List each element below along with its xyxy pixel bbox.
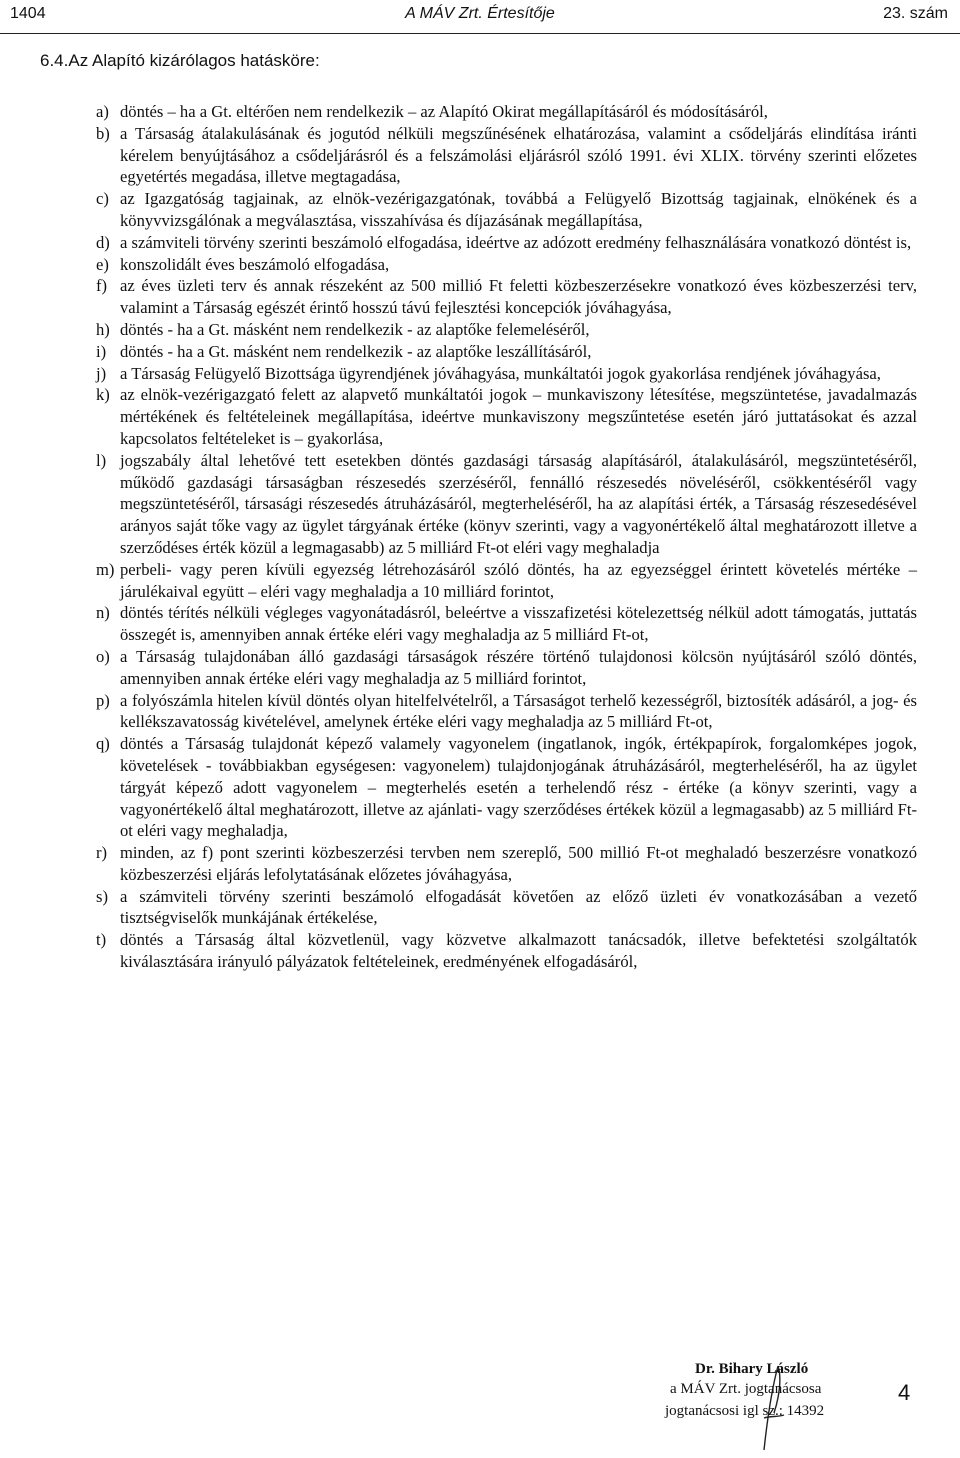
list-item-label: b): [96, 123, 110, 143]
list-item-label: l): [96, 450, 107, 470]
list-item-label: a): [96, 102, 109, 121]
list-item-label: j): [96, 363, 107, 383]
list-item-text: döntés a Társaság által közvetlenül, vagy közvetve alkalmazott tanácsadók, illetve befektetési szolgáltatók kiválasztására irányuló pályázatok feltételeinek, eredményének elfogadásáról,: [120, 930, 917, 972]
list-item-label: i): [96, 341, 107, 361]
list-item-label: k): [96, 385, 110, 405]
list-item: [96, 341, 917, 363]
list-item: [96, 886, 917, 930]
list-item-label: n): [96, 603, 110, 623]
list-item: [96, 188, 917, 232]
list-item: [96, 232, 917, 254]
list-item-text: jogszabály által lehetővé tett esetekben döntés gazdasági társaság alapításáról, átalakulásáról, megszüntetéséről, működő gazdasági társaságban részesedés szerzéséről, fennálló részesedés növeléséről, csökkentéséről vagy megszüntetéséről, társasági részesedés átruházásáról, megterheléséről, ha az alapítási érték, a Társaság részesedésével arányos saját tőke vagy az ügylet tárgyának értéke (könyv szerinti, vagy a vagyonértékelő által meghatározott illetve a szerződéses érték közül a legmagasabb) az 5 milliárd Ft-ot eléri vagy meghaladja: [120, 450, 917, 557]
item-list: [96, 101, 917, 973]
list-item-text: döntés - ha a Gt. másként nem rendelkezik - az alaptőke leszállításáról,: [120, 341, 592, 361]
list-item-text: az Igazgatóság tagjainak, az elnök-vezérigazgatónak, továbbá a Felügyelő Bizottság tagjainak, elnökének és a könyvvizsgálónak a megválasztása, visszahívása és díjazásának megállapítása,: [120, 189, 917, 230]
list-item: [96, 384, 917, 449]
list-item: [96, 842, 917, 886]
list-item: [96, 254, 917, 276]
list-item: [96, 123, 917, 188]
list-item-text: konszolidált éves beszámoló elfogadása,: [120, 254, 390, 274]
list-item-text: a Társaság Felügyelő Bizottsága ügyrendjének jóváhagyása, munkáltatói jogok gyakorlása rendjének jóváhagyása,: [120, 363, 881, 383]
stamp-title: a MÁV Zrt. jogtanácsosa: [670, 1381, 822, 1397]
list-item-label: q): [96, 734, 110, 754]
list-item-text: perbeli- vagy peren kívüli egyezség létrehozásáról szóló döntés, ha az egyezséggel érintett követelés mértéke – járulékaival együtt – eléri vagy meghaladja a 10 milliárd forintot,: [120, 559, 917, 601]
list-item-label: h): [96, 319, 110, 339]
journal-title: A MÁV Zrt. Értesítője: [405, 5, 555, 22]
list-item-text: minden, az f) pont szerinti közbeszerzési tervben nem szereplő, 500 millió Ft-ot meghaladó beszerzésre vonatkozó közbeszerzési eljárás lefolytatásának előzetes jóváhagyása,: [120, 843, 917, 884]
list-item-text: a Társaság tulajdonában álló gazdasági társaságok részére történő tulajdonosi kölcsön nyújtásáról szóló döntés, amennyiben annak értéke eléri vagy meghaladja az 5 milliárd forintot,: [120, 646, 917, 688]
list-item-text: a számviteli törvény szerinti beszámoló elfogadása, ideértve az adózott eredmény felhasználására vonatkozó döntést is,: [120, 232, 912, 252]
stamp-name: Dr. Bihary László: [695, 1361, 809, 1377]
list-item-label: m): [96, 559, 115, 579]
list-item: [96, 929, 917, 973]
list-item: [96, 363, 917, 385]
list-item: [96, 646, 917, 690]
handwritten-page-mark: 4: [898, 1380, 911, 1405]
list-item-text: döntés – ha a Gt. eltérően nem rendelkezik – az Alapító Okirat megállapításáról és módosításáról,: [120, 102, 768, 121]
list-item-label: c): [96, 189, 109, 209]
list-item-text: az elnök-vezérigazgató felett az alapvető munkáltatói jogok – munkaviszony létesítése, megszüntetése, javadalmazás mértékének és feltételeinek megállapítása, ideértve munkaviszony megszűntetése esetén járó juttatásokat és azzal kapcsolatos feltételeket is – gyakorlása,: [120, 385, 917, 448]
list-item: [96, 101, 917, 123]
list-item: [96, 319, 917, 341]
issue-number: 23. szám: [883, 5, 948, 22]
header-rule: [0, 33, 960, 34]
list-item-label: t): [96, 930, 107, 950]
list-item-text: az éves üzleti terv és annak részeként az 500 millió Ft feletti közbeszerzésekre vonatkozó éves közbeszerzési terv, valamint a Társaság egészét érintő hosszú távú fejlesztési koncepciók jóváhagyása,: [120, 276, 917, 318]
section-title: 6.4.Az Alapító kizárólagos hatásköre:: [40, 51, 320, 70]
list-item-label: d): [96, 232, 110, 252]
list-item-label: p): [96, 690, 110, 710]
list-item-text: a folyószámla hitelen kívül döntés olyan hitelfelvételről, a Társaságot terhelő kezességről, biztosíték adásáról, a jog- és kellékszavatosság kivételével, amelynek értéke eléri vagy meghaladja az 5 milliárd Ft-ot,: [120, 690, 917, 732]
list-item-text: a Társaság átalakulásának és jogutód nélküli megszűnésének elhatározása, valamint a csődeljárás elindítása iránti kérelem benyújtásához a csődeljárásról és a felszámolási eljárásról szóló 1991. évi XLIX. törvény szerinti előzetes egyetértés megadása, illetve megtagadása,: [120, 123, 917, 187]
page-number: 1404: [10, 5, 46, 22]
list-item: [96, 450, 917, 559]
signature-stamp: [660, 1358, 920, 1458]
list-item-label: e): [96, 254, 109, 274]
page-header: [0, 0, 960, 34]
list-item-label: f): [96, 276, 108, 296]
list-item: [96, 690, 917, 734]
list-item-text: a számviteli törvény szerinti beszámoló elfogadását követően az előző üzleti év vonatkozásában a vezető tisztségviselők munkájának értékelése,: [120, 886, 917, 928]
list-item: [96, 602, 917, 646]
list-item: [96, 733, 917, 842]
list-item-text: döntés térítés nélküli végleges vagyonátadásról, beleértve a visszafizetési kötelezettség nélkül adott támogatás, juttatás összegét is, amennyiben annak értéke eléri vagy meghaladja az 5 milliárd Ft-ot,: [120, 603, 917, 645]
list-item: [96, 559, 917, 603]
list-item-text: döntés - ha a Gt. másként nem rendelkezik - az alaptőke felemeléséről,: [120, 319, 590, 339]
list-item-label: s): [96, 886, 108, 906]
list-item-label: r): [96, 843, 108, 863]
list-item: [96, 275, 917, 319]
stamp-registry: jogtanácsosi igl sz.: 14392: [665, 1403, 825, 1419]
list-item-label: o): [96, 646, 110, 666]
list-item-text: döntés a Társaság tulajdonát képező valamely vagyonelem (ingatlanok, ingók, értékpapírok, forgalomképes jogok, követelések - továbbiakban egységesen: vagyonelem) tulajdonjogának átruházásáról, megterheléséről, ha az ügylet tárgyát képező adott vagyonelem – megterhelés esetén a terhelendő rész - értéke (a könyv szerinti, vagy a vagyonértékelő által meghatározott, illetve az ajánlati- vagy szerződéses értékek közül a legmagasabb) az 5 milliárd Ft-ot eléri vagy meghaladja,: [120, 734, 917, 841]
